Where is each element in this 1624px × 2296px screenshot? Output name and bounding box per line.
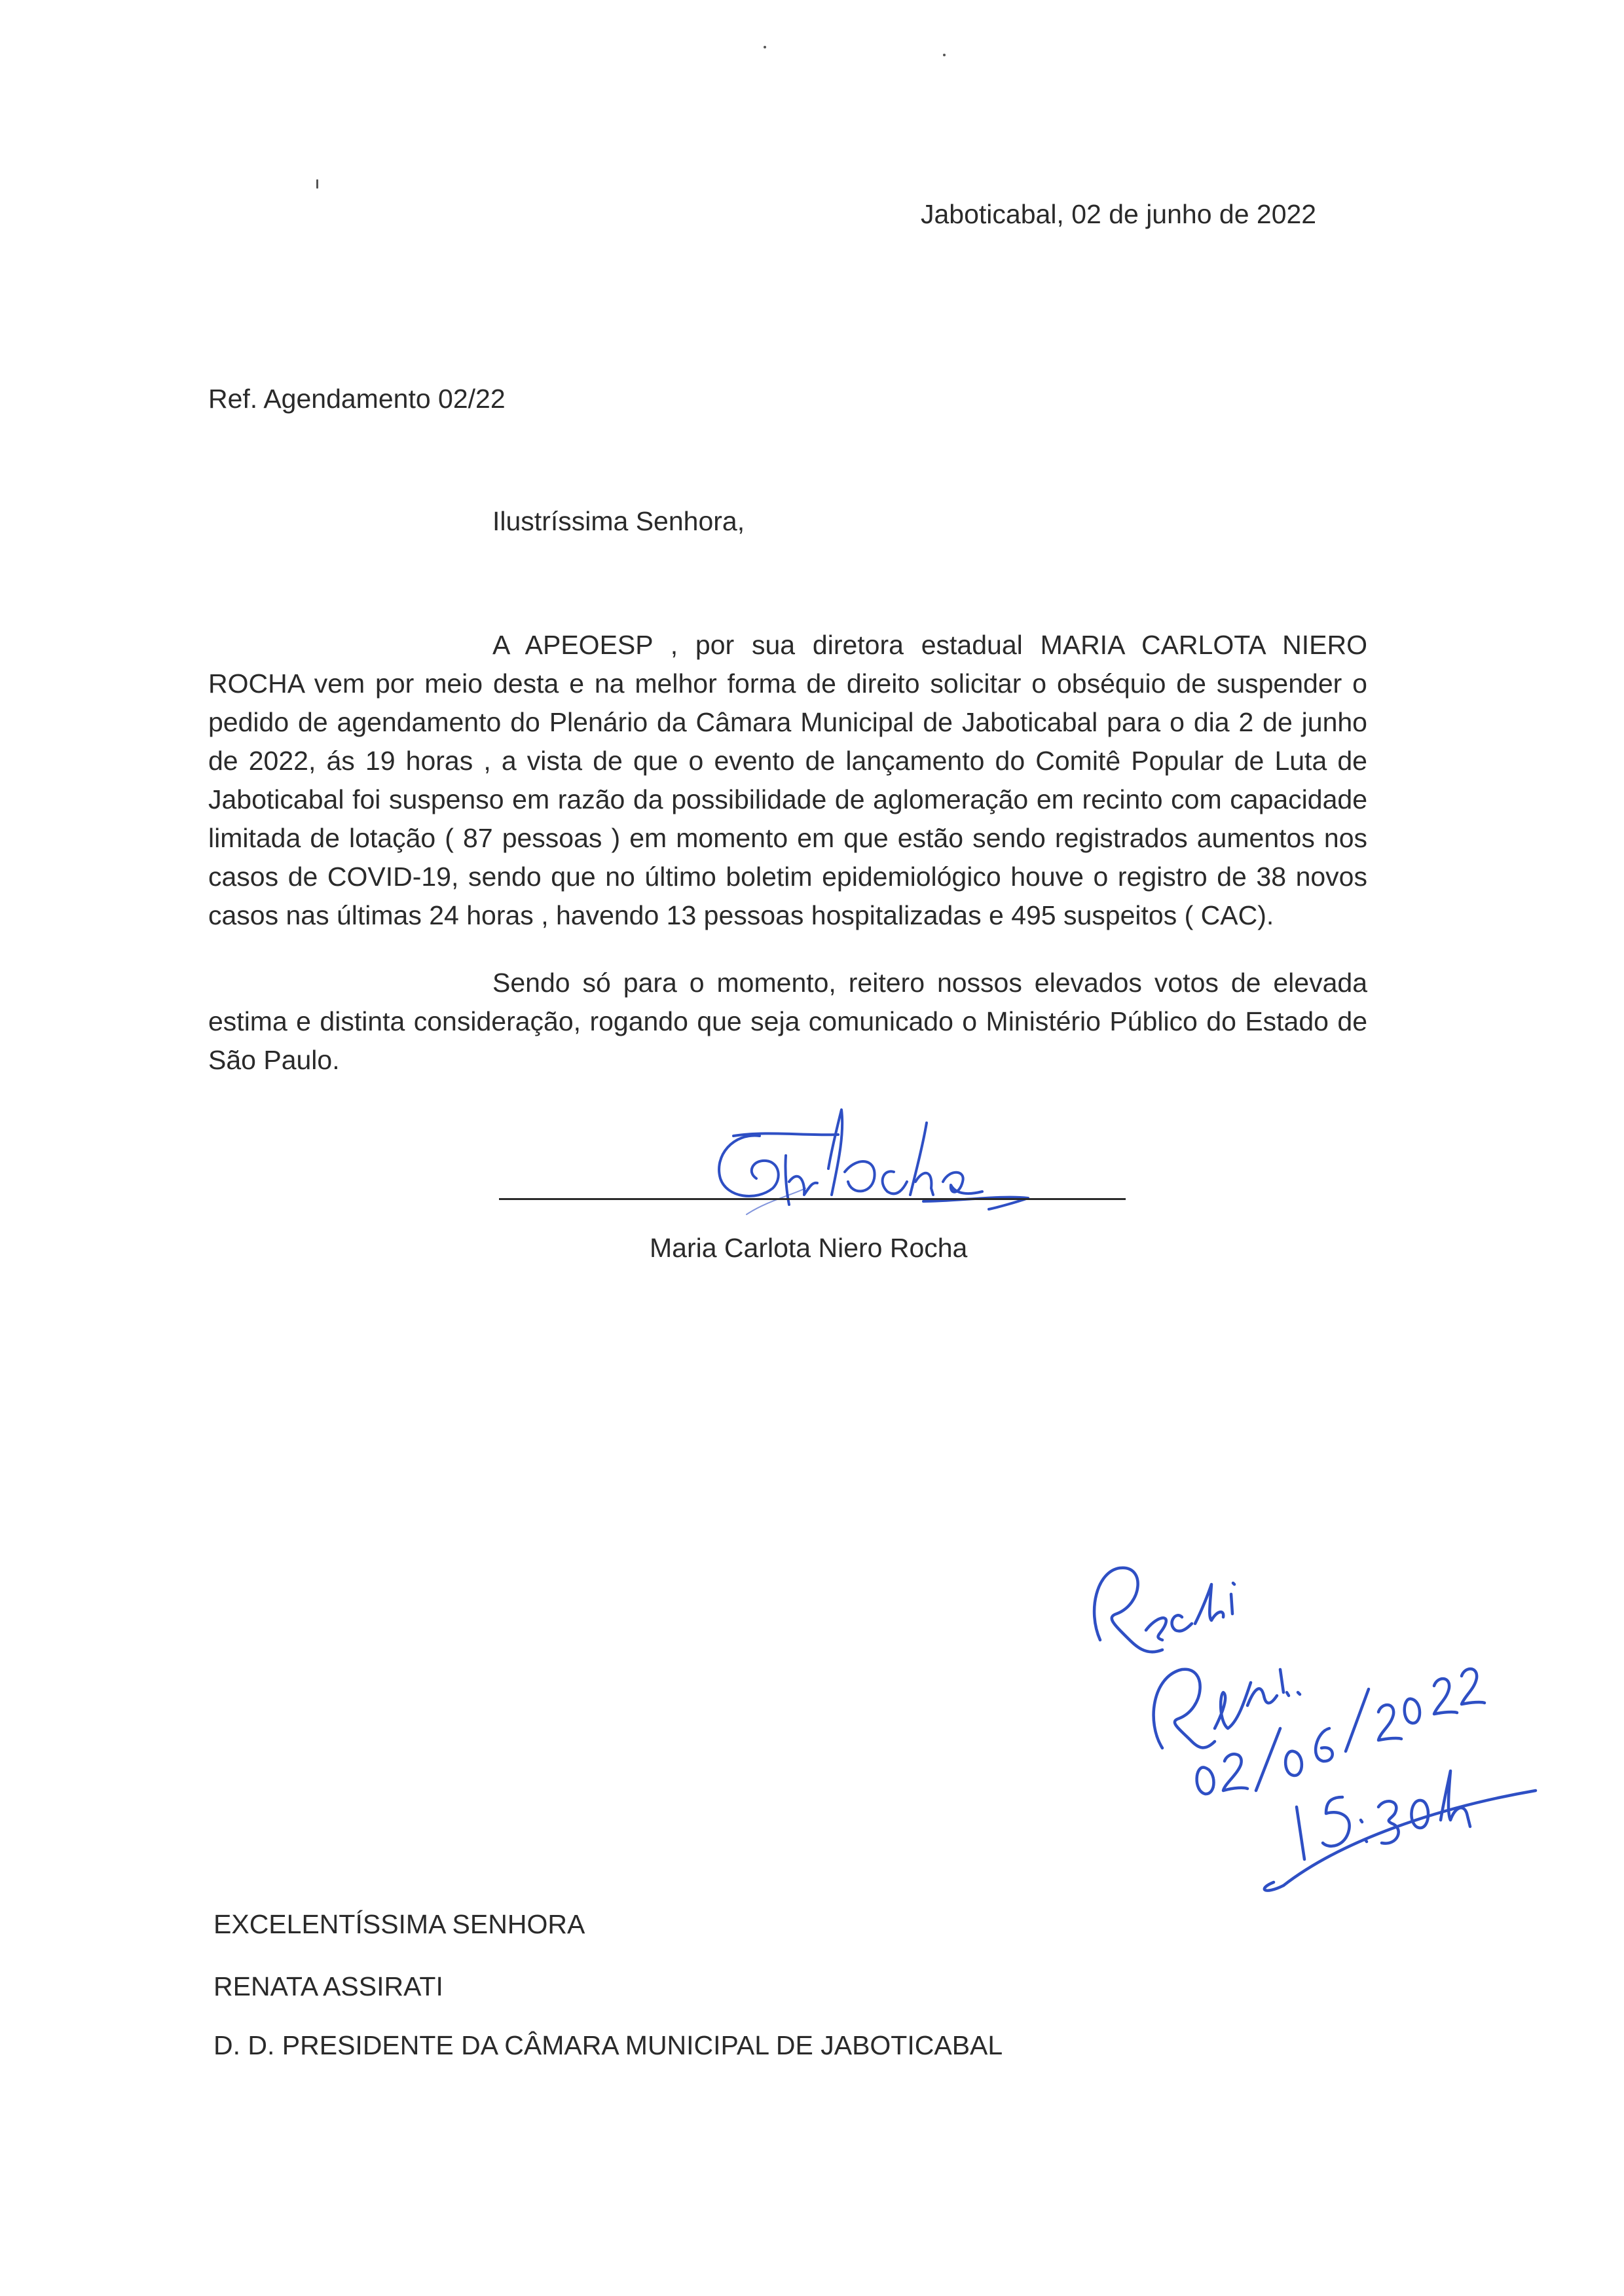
signature-line	[499, 1198, 1126, 1200]
handwritten-signature	[707, 1097, 1048, 1228]
body-paragraph-2	[208, 964, 1367, 1080]
place-date: Jaboticabal, 02 de junho de 2022	[921, 199, 1317, 229]
receipt-annotation	[1048, 1532, 1559, 1899]
paragraph-text: Sendo só para o momento, reitero nossos elevados votos de elevada estima e distinta consideração, rogando que seja comunicado o Ministério Público do Estado de São Paulo.	[208, 968, 1367, 1075]
scan-speck	[316, 179, 318, 189]
recipient-position: D. D. PRESIDENTE DA CÂMARA MUNICIPAL DE JABOTICABAL	[213, 2030, 1003, 2060]
recipient-name: RENATA ASSIRATI	[213, 1971, 443, 2001]
recipient-title: EXCELENTÍSSIMA SENHORA	[213, 1909, 585, 1939]
reference-line: Ref. Agendamento 02/22	[208, 384, 506, 414]
body-paragraph-1	[208, 626, 1367, 935]
signer-name: Maria Carlota Niero Rocha	[650, 1233, 968, 1263]
scan-speck	[764, 46, 766, 48]
paragraph-text: A APEOESP , por sua diretora estadual MARIA CARLOTA NIERO ROCHA vem por meio desta e na melhor forma de direito solicitar o obséquio de suspender o pedido de agendamento do Plenário da Câmara Municipal de Jaboticabal para o dia 2 de junho de 2022, ás 19 horas , a vista de que o evento de lançamento do Comitê Popular de Luta de Jaboticabal foi suspenso em razão da possibilidade de aglomeração em recinto com capacidade limitada de lotação ( 87 pessoas ) em momento em que estão sendo registrados aumentos nos casos de COVID-19, sendo que no último boletim epidemiológico houve o registro de 38 novos casos nas últimas 24 horas , havendo 13 pessoas hospitalizadas e 495 suspeitos ( CAC).	[208, 630, 1367, 930]
scan-speck	[943, 54, 946, 56]
salutation: Ilustríssima Senhora,	[492, 506, 745, 536]
